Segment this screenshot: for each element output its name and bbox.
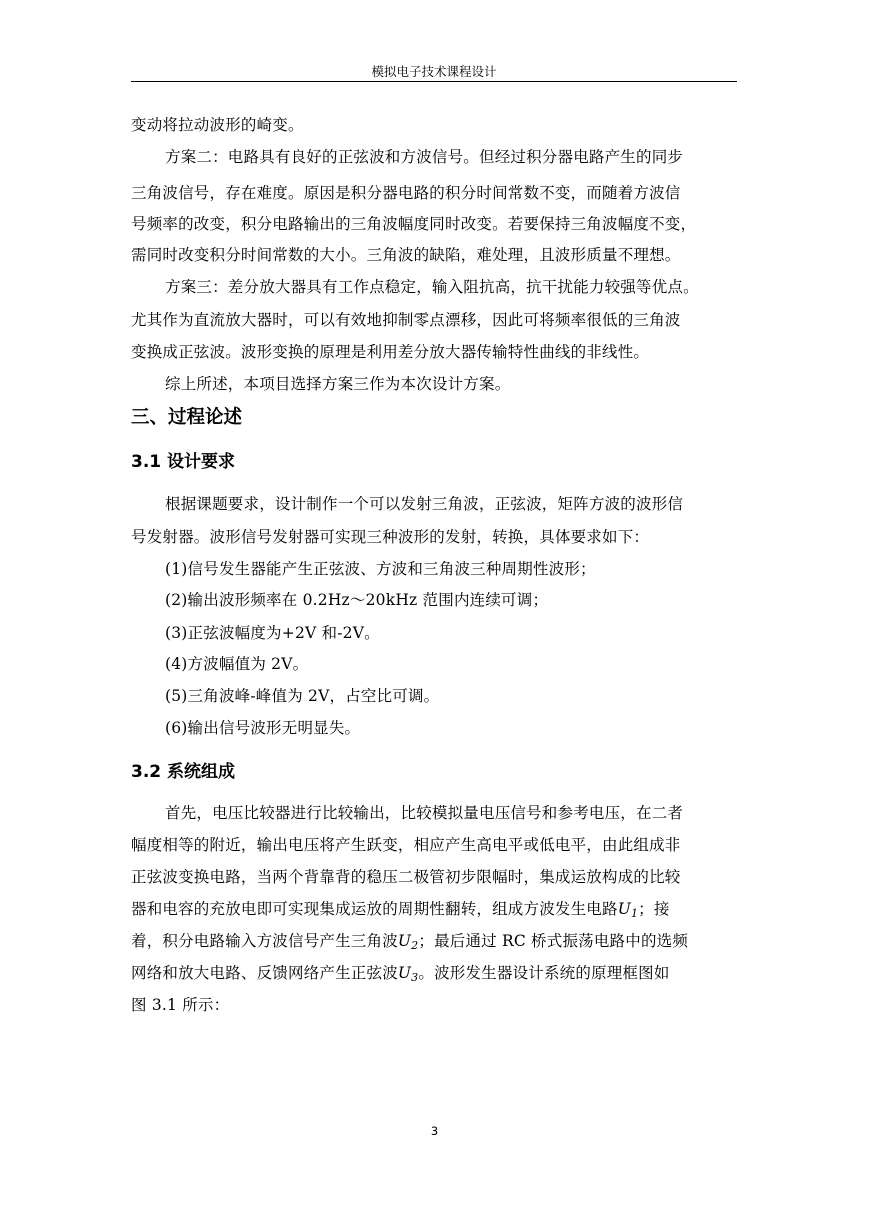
body-line: 方案三：差分放大器具有工作点稳定，输入阻抗高，抗干扰能力较强等优点。 (165, 278, 699, 296)
body-line: 首先，电压比较器进行比较输出，比较模拟量电压信号和参考电压，在二者 (165, 804, 684, 822)
body-line: 方案二：电路具有良好的正弦波和方波信号。但经过积分器电路产生的同步 (165, 148, 684, 166)
requirement-item: (6)输出信号波形无明显失。 (165, 719, 361, 737)
math-u2: $U_2$ (397, 932, 419, 952)
body-line: 器和电容的充放电即可实现集成运放的周期性翻转，组成方波发生电路$U_1$；接 (131, 900, 670, 920)
requirement-item: (4)方波幅值为 2V。 (165, 655, 309, 673)
body-line: 根据课题要求，设计制作一个可以发射三角波，正弦波，矩阵方波的波形信 (165, 495, 684, 513)
math-u3: $U_3$ (397, 964, 419, 984)
body-line: 变换成正弦波。波形变换的原理是利用差分放大器传输特性曲线的非线性。 (131, 343, 650, 361)
subsection-heading: 3.1 设计要求 (131, 452, 236, 472)
body-line: 网络和放大电路、反馈网络产生正弦波$U_3$。波形发生器设计系统的原理框图如 (131, 964, 670, 984)
header-rule (131, 81, 737, 82)
math-u1: $U_1$ (617, 900, 639, 920)
page-number: 3 (430, 1124, 439, 1138)
body-line: 号发射器。波形信号发射器可实现三种波形的发射，转换，具体要求如下： (131, 528, 650, 546)
body-line: 图 3.1 所示： (131, 996, 230, 1014)
body-line: 正弦波变换电路，当两个背靠背的稳压二极管初步限幅时，集成运放构成的比较 (131, 868, 681, 886)
body-line: 号频率的改变，积分电路输出的三角波幅度同时改变。若要保持三角波幅度不变， (131, 215, 697, 233)
body-line: 尤其作为直流放大器时，可以有效地抑制零点漂移，因此可将频率很低的三角波 (131, 311, 681, 329)
body-line: 着，积分电路输入方波信号产生三角波$U_2$；最后通过 RC 桥式振荡电路中的选频 (131, 932, 689, 952)
requirement-item: (5)三角波峰-峰值为 2V，占空比可调。 (165, 687, 440, 705)
subsection-heading: 3.2 系统组成 (131, 762, 236, 782)
body-line: 需同时改变积分时间常数的大小。三角波的缺陷，难处理，且波形质量不理想。 (131, 246, 681, 264)
body-line: 综上所述，本项目选择方案三作为本次设计方案。 (165, 375, 511, 393)
body-line: 幅度相等的附近，输出电压将产生跃变，相应产生高电平或低电平，由此组成非 (131, 836, 681, 854)
requirement-item: (1)信号发生器能产生正弦波、方波和三角波三种周期性波形； (165, 560, 596, 578)
requirement-item: (3)正弦波幅度为+2V 和-2V。 (165, 624, 380, 642)
body-line: 变动将拉动波形的崎变。 (131, 116, 304, 134)
requirement-item: (2)输出波形频率在 0.2Hz～20kHz 范围内连续可调； (165, 591, 549, 609)
running-header: 模拟电子技术课程设计 (371, 64, 497, 79)
section-heading: 三、过程论述 (131, 407, 243, 428)
body-line: 三角波信号，存在难度。原因是积分器电路的积分时间常数不变，而随着方波信 (131, 184, 681, 202)
